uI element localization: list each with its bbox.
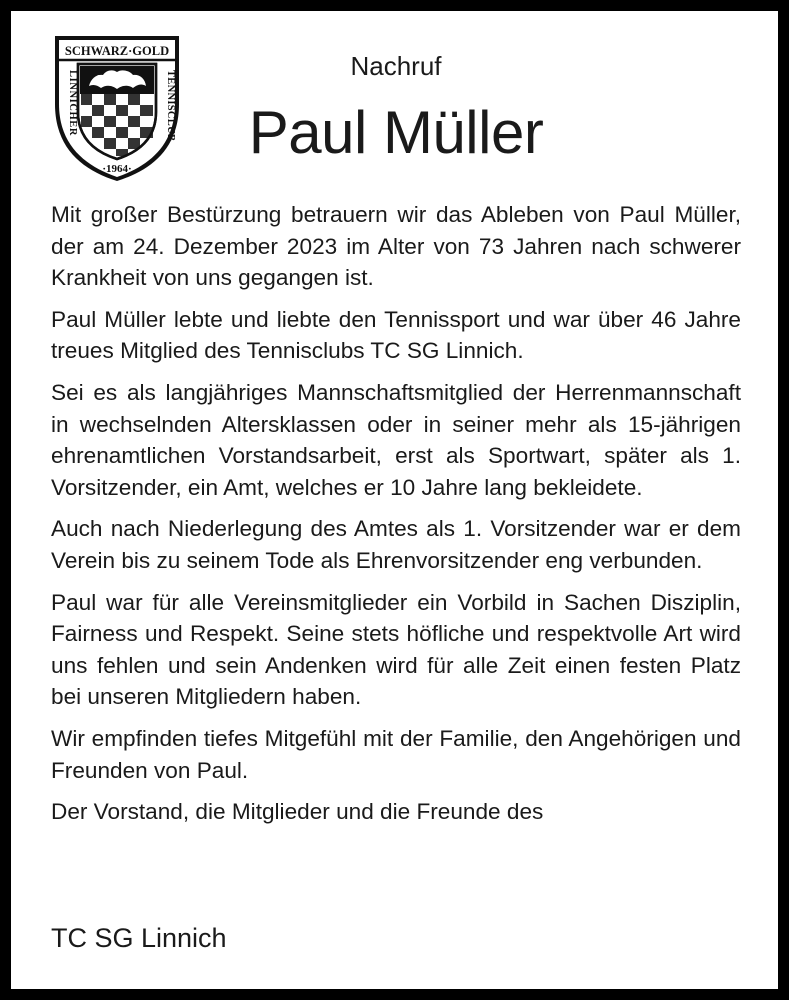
- paragraph-6: Wir empfinden tiefes Mitgefühl mit der Familie, den Angehörigen und Freunden von Paul.: [51, 725, 741, 783]
- obituary-kicker: Nachruf: [350, 51, 442, 81]
- obituary-body: [51, 199, 741, 838]
- club-crest-icon: [51, 34, 183, 182]
- obituary-page: [11, 11, 778, 989]
- club-name: TC SG Linnich: [51, 923, 227, 953]
- signature-line: Der Vorstand, die Mitglieder und die Freunde des: [51, 799, 544, 825]
- paragraph-1: Mit großer Bestürzung betrauern wir das Ableben von Paul Müller, der am 24. Dezember 2023 im Alter von 73 Jahren nach schwerer Krankheit von uns gegangen ist.: [51, 202, 741, 291]
- deceased-name: Paul Müller: [248, 99, 544, 166]
- paragraph-3: Sei es als langjähriges Mannschaftsmitglied der Herrenmannschaft in wechselnden Altersklassen oder in seiner mehr als 15-jährigen ehrenamtlichen Vorstandsarbeit, erst als Sportwart, später als 1. Vorsitzender, ein Amt, welches er 10 Jahre lang bekleidete.: [51, 379, 741, 500]
- logo-year: ·1964·: [102, 163, 132, 175]
- logo-left-text: LINNICHER: [67, 70, 78, 137]
- logo-top-text: SCHWARZ·GOLD: [64, 44, 170, 58]
- club-logo: [51, 34, 183, 182]
- paragraph-5: Paul war für alle Vereinsmitglieder ein Vorbild in Sachen Disziplin, Fairness und Respekt. Seine stets höfliche und respektvolle Art wird uns fehlen und sein Andenken wird für alle Zeit einen festen Platz bei unseren Mitgliedern haben.: [51, 589, 741, 710]
- logo-right-text: TENNISCLUB: [165, 70, 176, 142]
- paragraph-2: Paul Müller lebte und liebte den Tennissport und war über 46 Jahre treues Mitglied des Tennisclubs TC SG Linnich.: [51, 306, 741, 364]
- paragraph-4: Auch nach Niederlegung des Amtes als 1. Vorsitzender war er dem Verein bis zu seinem Tode als Ehrenvorsitzender eng verbunden.: [51, 516, 741, 573]
